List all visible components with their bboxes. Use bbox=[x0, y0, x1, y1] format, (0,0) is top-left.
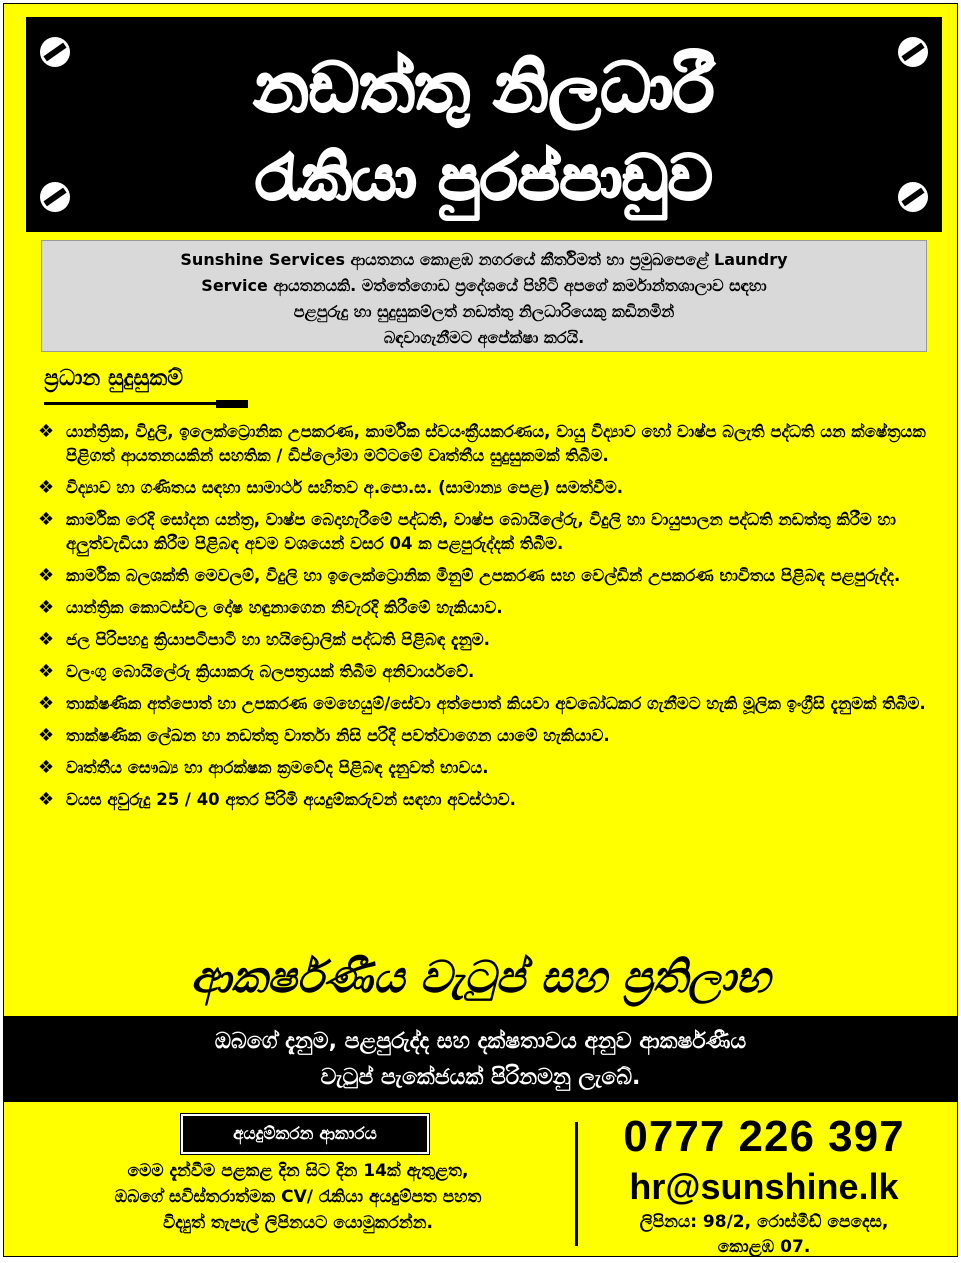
contact-block bbox=[584, 1110, 944, 1260]
diamond-bullet-icon: ❖ bbox=[38, 725, 55, 746]
list-item bbox=[34, 756, 939, 780]
address-line: කොළඹ 07. bbox=[717, 1237, 811, 1257]
phone-number[interactable]: 0777 226 397 bbox=[623, 1112, 905, 1161]
heading-underline-block bbox=[216, 400, 248, 408]
list-item bbox=[34, 724, 939, 748]
apply-line: විද්‍යුත් තැපැල් ලිපිනයට යොමුකරන්න. bbox=[162, 1213, 434, 1233]
salary-line: වැටුප් පැකේජයක් පිරිනමනු ලැබේ. bbox=[320, 1065, 641, 1090]
apply-line: ඔබගේ සවිස්තරාත්මක CV/ රැකියා අයදුම්පත පහත bbox=[114, 1187, 482, 1207]
list-item bbox=[34, 692, 939, 716]
qualifications-heading: ප්‍රධාන සුදුසුකම් bbox=[44, 366, 184, 391]
salary-banner bbox=[4, 1016, 957, 1102]
diamond-bullet-icon: ❖ bbox=[38, 421, 55, 442]
header-banner bbox=[26, 17, 942, 232]
list-item-text: තාක්ෂණික අත්පොත් හා උපකරණ මෙහෙයුම්/සේවා අත්පොත් කියවා අවබෝධකර ගැනීමට හැකි මූලික ඉංග්‍රීසි දැනුමක් තිබීම. bbox=[66, 694, 926, 713]
diamond-bullet-icon: ❖ bbox=[38, 757, 55, 778]
list-item-text: තාක්ෂණික ලේඛන හා නඩත්තු වාර්තා නිසි පරිදි පවත්වාගෙන යාමේ හැකියාව. bbox=[66, 726, 610, 745]
intro-line: Sunshine Services ආයතනය කොළඹ නගරයේ කීර්තිමත් හා ප්‍රමුඛපෙළේ Laundry bbox=[180, 250, 788, 269]
list-item-text: වයස අවුරුදු 25 / 40 අතර පිරිමි අයදුම්කරුවන් සඳහා අවස්ථාව. bbox=[66, 790, 516, 809]
list-item-text: කාර්මික බලශක්ති මෙවලම්, විදුලි හා ඉලෙක්ට්‍රොනික මිනුම් උපකරණ සහ වෙල්ඩින් උපකරණ භාවිතය පිළිබඳ පළපුරුද්ද. bbox=[66, 566, 901, 585]
heading-underline bbox=[44, 402, 216, 405]
diamond-bullet-icon: ❖ bbox=[38, 693, 55, 714]
list-item bbox=[34, 628, 939, 652]
intro-line: පළපුරුදු හා සුදුසුකම්ලත් නඩත්තු නිලධාරියෙකු කඩිනමින් bbox=[293, 302, 675, 321]
diamond-bullet-icon: ❖ bbox=[38, 509, 55, 530]
footer-section bbox=[4, 1102, 957, 1256]
list-item-text: යාන්ත්‍රික කොටස්වල දෝෂ හඳුනාගෙන නිවැරදි කිරීමේ හැකියාව. bbox=[66, 598, 503, 617]
email-address[interactable]: hr@sunshine.lk bbox=[629, 1166, 899, 1207]
job-title: නඩත්තු නිලධාරී bbox=[253, 49, 715, 128]
diamond-bullet-icon: ❖ bbox=[38, 477, 55, 498]
footer-divider bbox=[575, 1122, 578, 1246]
list-item-text: විද්‍යාව හා ගණිතය සඳහා සාමාර්ථ සහිතව අ.පො.ස. (සාමාන්‍ය පෙළ) සමත්වීම. bbox=[66, 478, 623, 497]
salary-heading: ආකර්ෂණීය වැටුප් සහ ප්‍රතිලාභ bbox=[190, 952, 771, 1003]
list-item bbox=[34, 420, 939, 468]
intro-line: Service ආයතනයකි. මත්තේගොඩ ප්‍රදේශයේ පිහිටි අපගේ කර්මාන්තශාලාව සඳහා bbox=[201, 276, 767, 295]
address-line: ලිපිනය: 98/2, රොස්මීඩ් පෙදෙස, bbox=[639, 1212, 889, 1232]
company-intro bbox=[41, 240, 927, 352]
how-to-apply-text bbox=[34, 1158, 562, 1236]
list-item bbox=[34, 476, 939, 500]
list-item-text: කාර්මික රෙදි සෝදන යන්ත්‍ර, වාෂ්ප බෙදාහැරීමේ පද්ධති, වාෂ්ප බොයිලේරු, විදුලි හා වායුපාලන පද්ධති නඩත්තු කිරීම හා අලුත්වැඩියා කිරීම පිළිබඳ අවම වශයෙන් වසර 04 ක පළපුරුද්දක් තිබීම. bbox=[66, 510, 896, 553]
list-item bbox=[34, 564, 939, 588]
list-item-text: වෘත්තීය සෞඛ්‍ය හා ආරක්ෂක ක්‍රමවේද පිළිබඳ දැනුවත් භාවය. bbox=[66, 758, 489, 777]
intro-line: බඳවාගැනීමට අපේක්ෂා කරයි. bbox=[383, 328, 585, 347]
job-advertisement bbox=[3, 3, 958, 1257]
diamond-bullet-icon: ❖ bbox=[38, 597, 55, 618]
vacancy-subtitle: රැකියා පුරප්පාඩුව bbox=[255, 141, 713, 214]
list-item bbox=[34, 596, 939, 620]
list-item bbox=[34, 660, 939, 684]
qualifications-list bbox=[34, 420, 939, 820]
diamond-bullet-icon: ❖ bbox=[38, 789, 55, 810]
salary-line: ඔබගේ දැනුම, පළපුරුද්ද සහ දක්ෂතාවය අනුව ආකර්ෂණීය bbox=[214, 1029, 747, 1054]
list-item bbox=[34, 788, 939, 812]
diamond-bullet-icon: ❖ bbox=[38, 565, 55, 586]
list-item-text: වලංගු බොයිලේරු ක්‍රියාකරු බලපත්‍රයක් තිබීම අනිවාර්යවේ. bbox=[66, 662, 475, 681]
list-item bbox=[34, 508, 939, 556]
diamond-bullet-icon: ❖ bbox=[38, 661, 55, 682]
apply-line: මෙම දැන්වීම පළකළ දින සිට දින 14ක් ඇතුළත, bbox=[127, 1161, 469, 1181]
list-item-text: ජල පිරිපහදු ක්‍රියාපටිපාටි හා හයිඩ්‍රොලික් පද්ධති පිළිබඳ දැනුම. bbox=[66, 630, 490, 649]
how-to-apply-label: අයදුම්කරන ආකාරය bbox=[181, 1114, 429, 1154]
list-item-text: යාන්ත්‍රික, විදුලි, ඉලෙක්ට්‍රොනික උපකරණ, කාර්මික ස්වයංක්‍රීයකරණය, වායු විද්‍යාව හෝ වාෂ්ප බලැති පද්ධති යන ක්ෂේත්‍රයක පිළිගත් ආයතනයකින් සහතික / ඩිප්ලෝමා මට්ටමේ වෘත්තීය සුදුසුකමක් තිබීම. bbox=[66, 422, 926, 465]
diamond-bullet-icon: ❖ bbox=[38, 629, 55, 650]
